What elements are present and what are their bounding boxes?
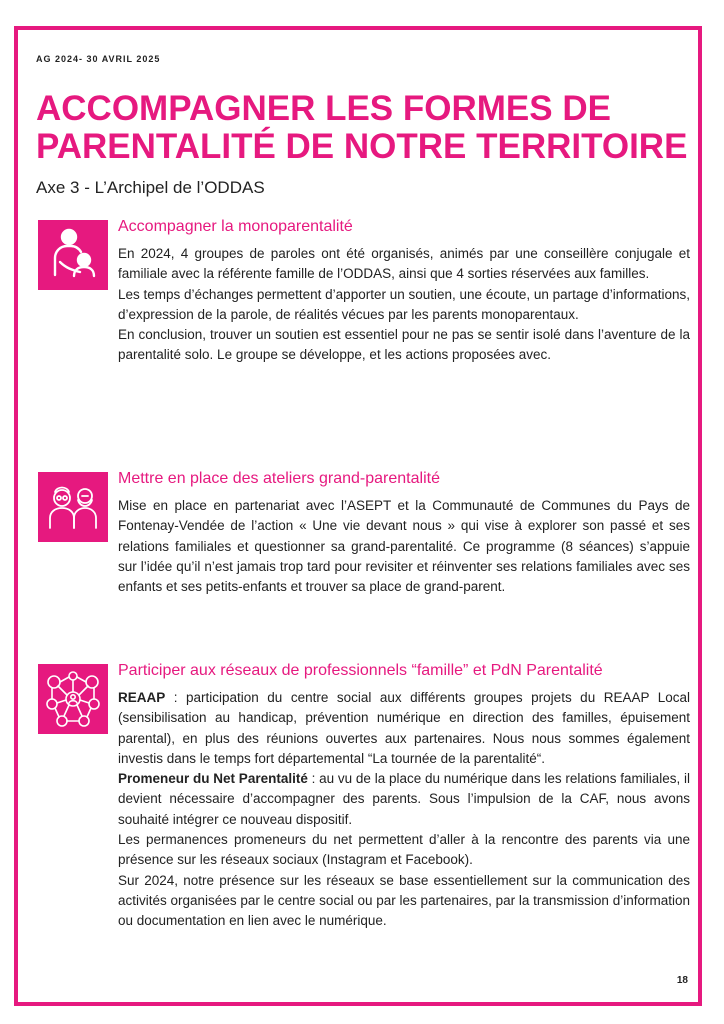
paragraph (118, 769, 690, 830)
paragraph: En conclusion, trouver un soutien est essentiel pour ne pas se sentir isolé dans l’aventure de la parentalité solo. Le groupe se développe, et les actions proposées avec. (118, 327, 690, 363)
paragraph (118, 688, 690, 769)
paragraph: Sur 2024, notre présence sur les réseaux se base essentiellement sur la communication des activités organisées par le centre social ou par les partenaires, par la transmission d’information ou documentation en lien avec le numérique. (118, 872, 690, 929)
section-title: Accompagner la monoparentalité (118, 218, 353, 235)
page-number: 18 (676, 975, 688, 986)
promeneur-label: Promeneur du Net Parentalité (118, 771, 308, 787)
section-title: Mettre en place des ateliers grand-parentalité (118, 470, 440, 487)
section-body (118, 496, 690, 597)
paragraph: En 2024, 4 groupes de paroles ont été organisés, animés par une conseillère conjugale et familiale avec la référente famille de l’ODDAS, ainsi que 4 sorties réservées aux familles. (118, 246, 690, 282)
parent-child-icon (38, 220, 108, 290)
paragraph: Mise en place en partenariat avec l’ASEPT et la Communauté de Communes du Pays de Fontenay-Vendée de l’action « Une vie devant nous » qui vise à explorer son passé et ses relations familiales et questionner sa grand-parentalité. Ce programme (8 séances) s’appuie sur l’idée qu’il n’est jamais trop tard pour revisiter et réinventer ses relations familiales avec ses enfants et ses petits-enfants et trouver sa place de grand-parent. (118, 498, 690, 595)
paragraph: Les permanences promeneurs du net permettent d’aller à la rencontre des parents via une présence sur les réseaux sociaux (Instagram et Facebook). (118, 832, 690, 868)
section-monoparentalite (36, 218, 692, 448)
grandparents-icon (38, 472, 108, 542)
section-body (118, 688, 690, 932)
section-body (118, 244, 690, 366)
section-grand-parentalite (36, 470, 692, 630)
page-subtitle: Axe 3 - L’Archipel de l’ODDAS (36, 178, 265, 197)
header-date: AG 2024- 30 AVRIL 2025 (36, 54, 161, 64)
page-title: ACCOMPAGNER LES FORMES DE PARENTALITÉ DE NOTRE TERRITOIRE (36, 89, 688, 166)
promeneur-text: : au vu de la place du numérique dans les relations familiales, il devient nécessaire d’accompagner des parents. Sous l’impulsion de la CAF, nous avons souhaité intégrer ce nouveau dispositif. (118, 771, 690, 827)
section-title: Participer aux réseaux de professionnels “famille” et PdN Parentalité (118, 662, 603, 679)
reaap-text: : participation du centre social aux différents groupes projets du REAAP Local (sensibilisation au handicap, prévention numérique en direction des familles, épuisement parental), en plus des réunions ouvertes aux partenaires. Nous nous sommes également investis dans le temps fort départemental “La tournée de la parentalité“. (118, 690, 690, 766)
paragraph: Les temps d’échanges permettent d’apporter un soutien, une écoute, un partage d’informations, d’expression de la parole, de réalités vécues par les parents monoparentaux. (118, 286, 690, 322)
section-reseaux (36, 662, 692, 992)
network-icon (38, 664, 108, 734)
reaap-label: REAAP (118, 690, 166, 705)
